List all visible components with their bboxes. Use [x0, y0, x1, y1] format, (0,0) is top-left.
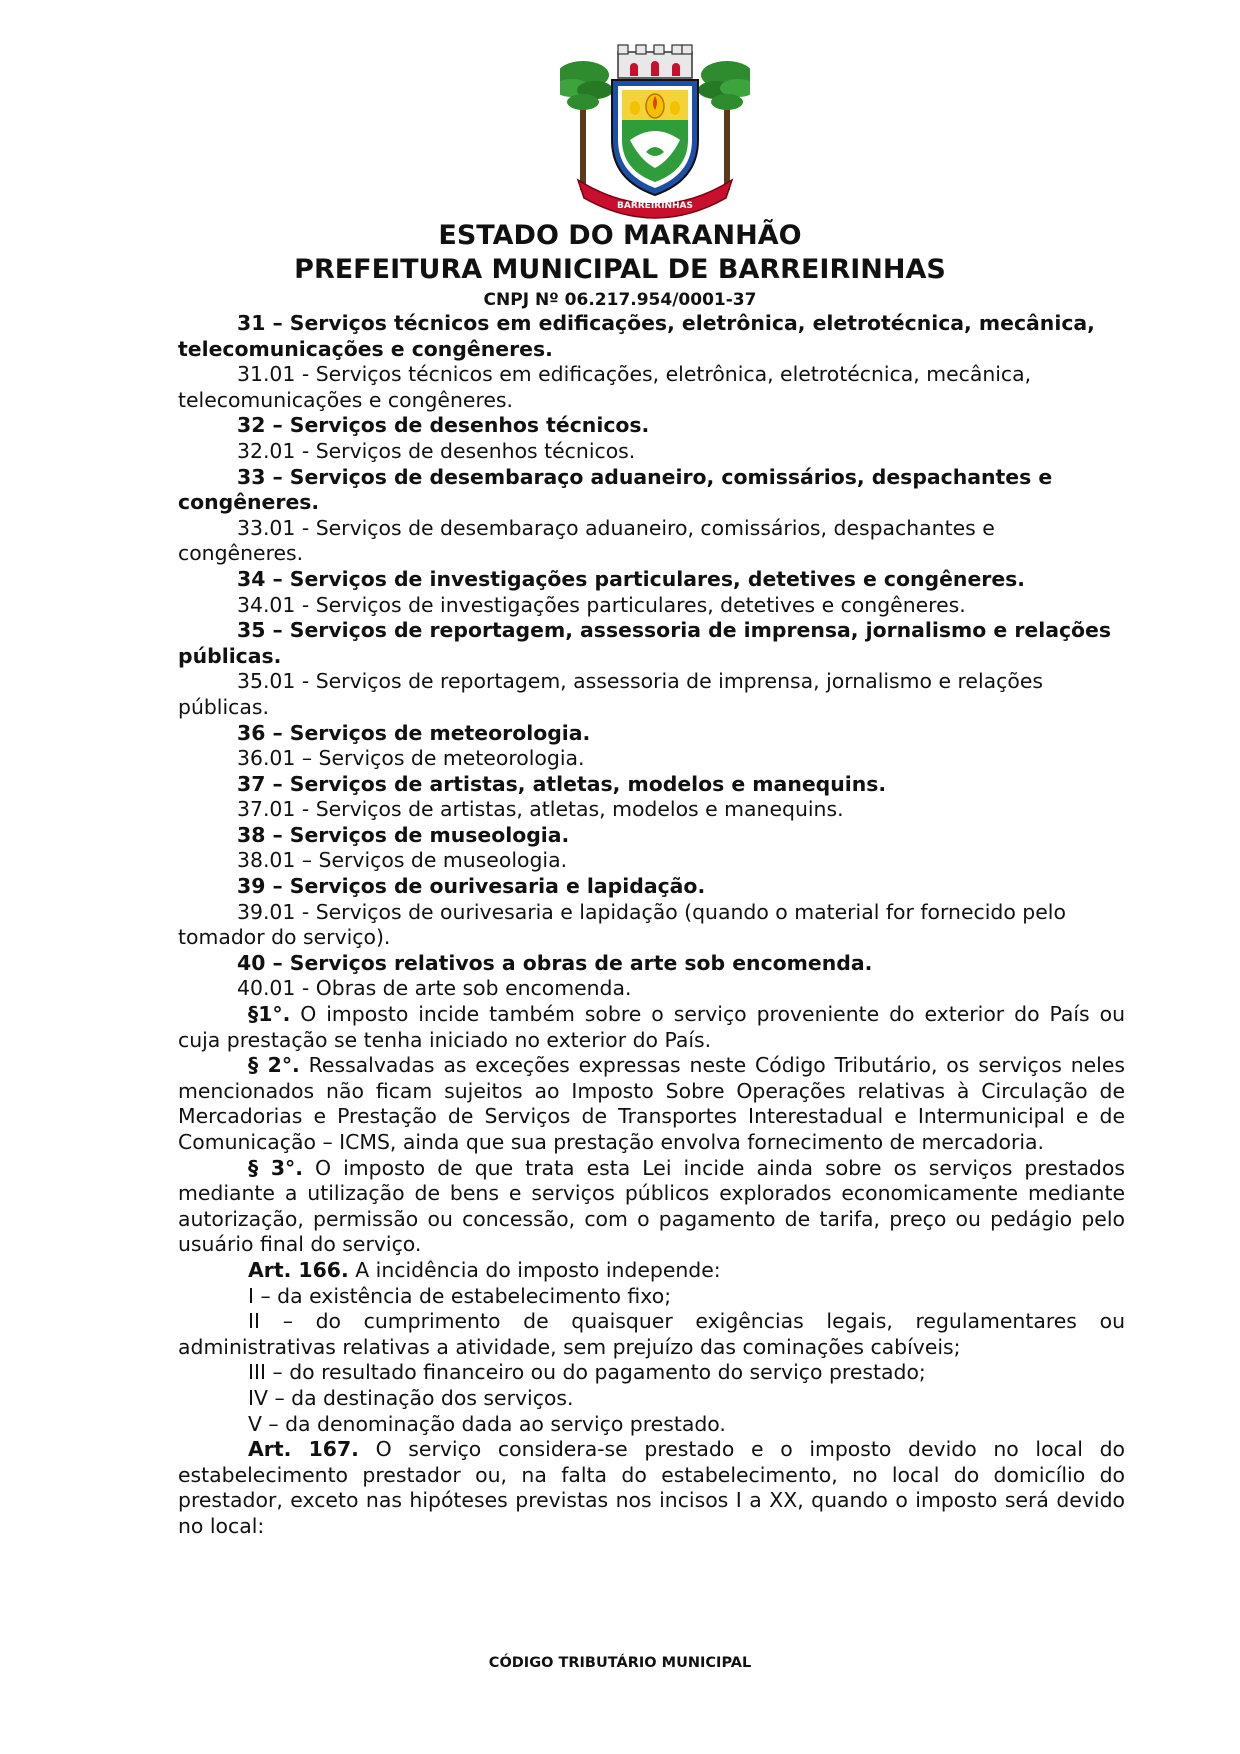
paragraph-1-label: §1°.: [248, 1002, 291, 1027]
inciso-item: I – da existência de estabelecimento fixo;: [248, 1283, 672, 1308]
inciso-item: IV – da destinação dos serviços.: [248, 1385, 574, 1410]
service-item-heading: 35 – Serviços de reportagem, assessoria de imprensa, jornalismo e relações públicas.: [178, 618, 1112, 668]
service-item-heading: 39 – Serviços de ourivesaria e lapidação.: [237, 874, 706, 899]
service-item-heading: 37 – Serviços de artistas, atletas, modelos e manequins.: [237, 771, 887, 796]
coat-of-arms-emblem: [560, 40, 750, 220]
service-subitem: 39.01 - Serviços de ourivesaria e lapidação (quando o material for fornecido pelo tomador do serviço).: [178, 899, 1066, 950]
palm-tree-left-icon: [560, 61, 613, 190]
service-subitem: 35.01 - Serviços de reportagem, assessoria de imprensa, jornalismo e relações públicas.: [178, 669, 1043, 719]
document-body: [178, 311, 1125, 1540]
service-subitem: 37.01 - Serviços de artistas, atletas, modelos e manequins.: [237, 797, 844, 822]
service-item-heading: 34 – Serviços de investigações particulares, detetives e congêneres.: [237, 566, 1026, 591]
article-167-text: O serviço considera-se prestado e o imposto devido no local do estabelecimento prestador ou, na falta do estabelecimento, no local do domicílio do prestador, exceto nas hipóteses previstas nos incisos I a XX, quando o imposto será devido no local:: [178, 1437, 1125, 1538]
service-item-heading: 40 – Serviços relativos a obras de arte sob encomenda.: [237, 950, 873, 975]
service-subitem: 34.01 - Serviços de investigações particulares, detetives e congêneres.: [237, 592, 966, 617]
article-166-text: A incidência do imposto independe:: [348, 1257, 721, 1282]
service-item-heading: 38 – Serviços de museologia.: [237, 822, 570, 847]
paragraph-2-label: § 2°.: [248, 1053, 300, 1078]
shield-icon: [612, 80, 698, 195]
prefecture-heading: PREFEITURA MUNICIPAL DE BARREIRINHAS: [294, 254, 946, 285]
svg-text:BARREIRINHAS: BARREIRINHAS: [617, 201, 693, 211]
cnpj-line: CNPJ Nº 06.217.954/0001-37: [483, 290, 757, 310]
paragraph-3-label: § 3°.: [248, 1155, 303, 1180]
palm-tree-right-icon: [698, 61, 750, 190]
article-167-label: Art. 167.: [248, 1437, 359, 1462]
article-167: [178, 1437, 1125, 1539]
service-item-heading: 31 – Serviços técnicos em edificações, eletrônica, eletrotécnica, mecânica, telecomunicações e congêneres.: [178, 311, 1095, 361]
paragraph-3-text: O imposto de que trata esta Lei incide ainda sobre os serviços prestados mediante a utilização de bens e serviços públicos explorados economicamente mediante autorização, permissão ou concessão, com o pagamento de tarifa, preço ou pedágio pelo usuário final do serviço.: [178, 1155, 1125, 1257]
service-item-heading: 36 – Serviços de meteorologia.: [237, 720, 591, 745]
article-166-label: Art. 166.: [248, 1257, 349, 1282]
service-subitem: 40.01 - Obras de arte sob encomenda.: [237, 976, 632, 1001]
service-item-heading: 33 – Serviços de desembaraço aduaneiro, comissários, despachantes e congêneres.: [178, 464, 1053, 515]
mural-crown-icon: [618, 45, 692, 78]
service-subitem: 38.01 – Serviços de museologia.: [237, 848, 568, 873]
service-item-heading: 32 – Serviços de desenhos técnicos.: [237, 413, 650, 438]
paragraph-1: [178, 1002, 1125, 1053]
paragraph-1-text: O imposto incide também sobre o serviço proveniente do exterior do País ou cuja prestação se tenha iniciado no exterior do País.: [178, 1002, 1125, 1052]
article-166: [178, 1258, 1125, 1284]
service-subitem: 32.01 - Serviços de desenhos técnicos.: [237, 438, 636, 463]
state-heading: ESTADO DO MARANHÃO: [438, 220, 802, 251]
paragraph-3: [178, 1156, 1125, 1258]
inciso-item: II – do cumprimento de quaisquer exigências legais, regulamentares ou administrativas relativas a atividade, sem prejuízo das cominações cabíveis;: [178, 1309, 1125, 1359]
service-subitem: 33.01 - Serviços de desembaraço aduaneiro, comissários, despachantes e congêneres.: [178, 515, 995, 566]
paragraph-2-text: Ressalvadas as exceções expressas neste Código Tributário, os serviços neles mencionados não ficam sujeitos ao Imposto Sobre Operações relativas à Circulação de Mercadorias e Prestação de Serviços de Transportes Interestadual e Intermunicipal e de Comunicação – ICMS, ainda que sua prestação envolva fornecimento de mercadoria.: [178, 1053, 1125, 1154]
paragraph-2: [178, 1053, 1125, 1155]
inciso-item: III – do resultado financeiro ou do pagamento do serviço prestado;: [248, 1360, 926, 1385]
service-subitem: 36.01 – Serviços de meteorologia.: [237, 746, 585, 771]
service-subitem: 31.01 - Serviços técnicos em edificações, eletrônica, eletrotécnica, mecânica, telecomunicações e congêneres.: [178, 362, 1032, 412]
page-footer: CÓDIGO TRIBUTÁRIO MUNICIPAL: [488, 1655, 752, 1671]
inciso-item: V – da denominação dada ao serviço prestado.: [248, 1411, 726, 1436]
